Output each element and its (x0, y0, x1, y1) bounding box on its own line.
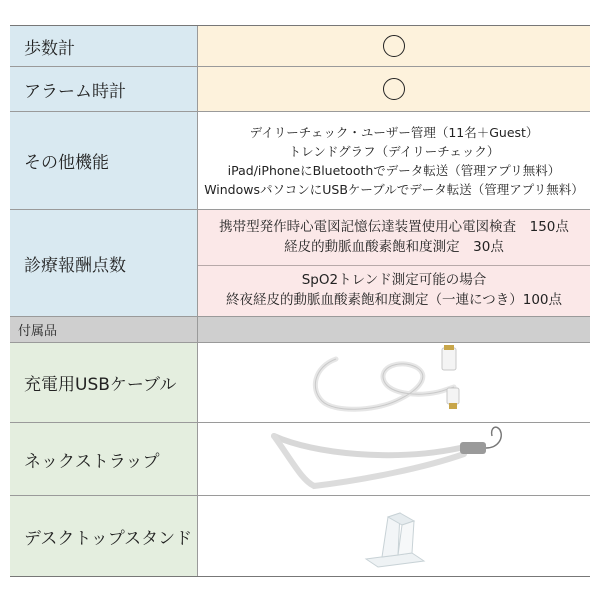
fee-block (198, 264, 590, 316)
fee-block (198, 210, 590, 264)
row-pedometer (10, 26, 590, 67)
row-value (198, 26, 590, 66)
neck-strap-icon (254, 424, 534, 494)
fee-line: 経皮的動脈血酸素飽和度測定 30点 (284, 239, 504, 255)
spec-table (10, 25, 590, 577)
row-value (198, 496, 590, 576)
row-accessories-header (10, 317, 590, 343)
row-label: 充電用USBケーブル (10, 343, 198, 422)
feature-line: WindowsパソコンにUSBケーブルでデータ転送（管理アプリ無料） (204, 181, 584, 197)
feature-line: トレンドグラフ（デイリーチェック） (288, 143, 500, 159)
desktop-stand-icon (354, 501, 434, 571)
row-desktop-stand (10, 496, 590, 576)
fee-line: 終夜経皮的動脈血酸素飽和度測定（一連につき）100点 (226, 292, 562, 308)
row-label: デスクトップスタンド (10, 496, 198, 576)
row-value (198, 210, 590, 316)
row-label: その他機能 (10, 112, 198, 209)
row-other-functions (10, 112, 590, 210)
fee-line: 携帯型発作時心電図記憶伝達装置使用心電図検査 150点 (219, 219, 569, 235)
section-heading: 付属品 (10, 317, 198, 342)
row-usb-cable (10, 343, 590, 423)
feature-line: デイリーチェック・ユーザー管理（11名＋Guest） (249, 124, 539, 140)
row-medical-fee-points (10, 210, 590, 317)
row-label: アラーム時計 (10, 67, 198, 111)
circle-mark-icon (383, 78, 405, 100)
row-label: 歩数計 (10, 26, 198, 66)
row-value (198, 343, 590, 422)
row-value (198, 423, 590, 495)
row-label: 診療報酬点数 (10, 210, 198, 316)
divider (198, 265, 590, 266)
circle-mark-icon (383, 35, 405, 57)
usb-cable-icon (304, 345, 484, 421)
fee-line: SpO2トレンド測定可能の場合 (301, 272, 487, 288)
row-value (198, 67, 590, 111)
row-neck-strap (10, 423, 590, 496)
row-value (198, 112, 590, 209)
header-fill (198, 317, 590, 342)
row-label: ネックストラップ (10, 423, 198, 495)
feature-line: iPad/iPhoneにBluetoothでデータ転送（管理アプリ無料） (227, 162, 561, 178)
row-alarm-clock (10, 67, 590, 112)
